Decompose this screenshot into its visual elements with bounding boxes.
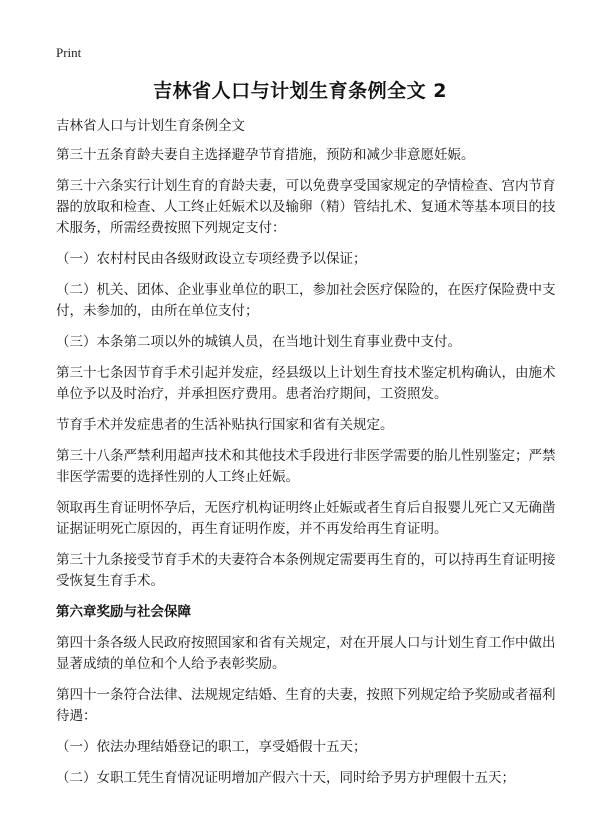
- article-41: 第四十一条符合法律、法规规定结婚、生育的夫妻，按照下列规定给予奖励或者福利待遇：: [56, 687, 556, 724]
- article-36-item-3: （三）本条第二项以外的城镇人员，在当地计划生育事业费中支付。: [56, 334, 461, 350]
- article-38-supplement: 领取再生育证明怀孕后，无医疗机构证明终止妊娠或者生育后自报婴儿死亡又无确凿证据证明死亡原因的，再生育证明作废，并不再发给再生育证明。: [56, 500, 556, 537]
- article-35: 第三十五条育龄夫妻自主选择避孕节育措施，预防和减少非意愿妊娠。: [56, 147, 475, 163]
- article-36-item-1: （一）农村村民由各级财政设立专项经费予以保证；: [56, 251, 367, 267]
- print-link[interactable]: Print: [56, 45, 82, 60]
- article-39: 第三十九条接受节育手术的夫妻符合本条例规定需要再生育的，可以持再生育证明接受恢复生育手术。: [56, 552, 556, 589]
- document-subtitle: 吉林省人口与计划生育条例全文: [56, 118, 245, 134]
- article-36-item-2: （二）机关、团体、企业事业单位的职工，参加社会医疗保险的，在医疗保险费中支付，未参加的，由所在单位支付；: [56, 282, 556, 319]
- article-36: 第三十六条实行计划生育的育龄夫妻，可以免费享受国家规定的孕情检查、宫内节育器的放取和检查、人工终止妊娠术以及输卵（精）管结扎术、复通术等基本项目的技术服务，所需经费按照下列规定支付：: [56, 178, 556, 236]
- document-body: [56, 116, 556, 799]
- page-title: 吉林省人口与计划生育条例全文 2: [153, 80, 447, 102]
- article-37-supplement: 节育手术并发症患者的生活补贴执行国家和省有关规定。: [56, 417, 394, 433]
- chapter-6-heading: 第六章奖励与社会保障: [56, 604, 191, 620]
- article-38: 第三十八条严禁利用超声技术和其他技术手段进行非医学需要的胎儿性别鉴定；严禁非医学需要的选择性别的人工终止妊娠。: [56, 448, 556, 485]
- article-40: 第四十条各级人民政府按照国家和省有关规定，对在开展人口与计划生育工作中做出显著成绩的单位和个人给予表彰奖励。: [56, 635, 556, 672]
- article-41-item-1: （一）依法办理结婚登记的职工，享受婚假十五天；: [56, 739, 367, 755]
- article-37: 第三十七条因节育手术引起并发症，经县级以上计划生育技术鉴定机构确认，由施术单位予以及时治疗，并承担医疗费用。患者治疗期间，工资照发。: [56, 365, 556, 402]
- article-41-item-2: （二）女职工凭生育情况证明增加产假六十天，同时给予男方护理假十五天；: [56, 770, 515, 786]
